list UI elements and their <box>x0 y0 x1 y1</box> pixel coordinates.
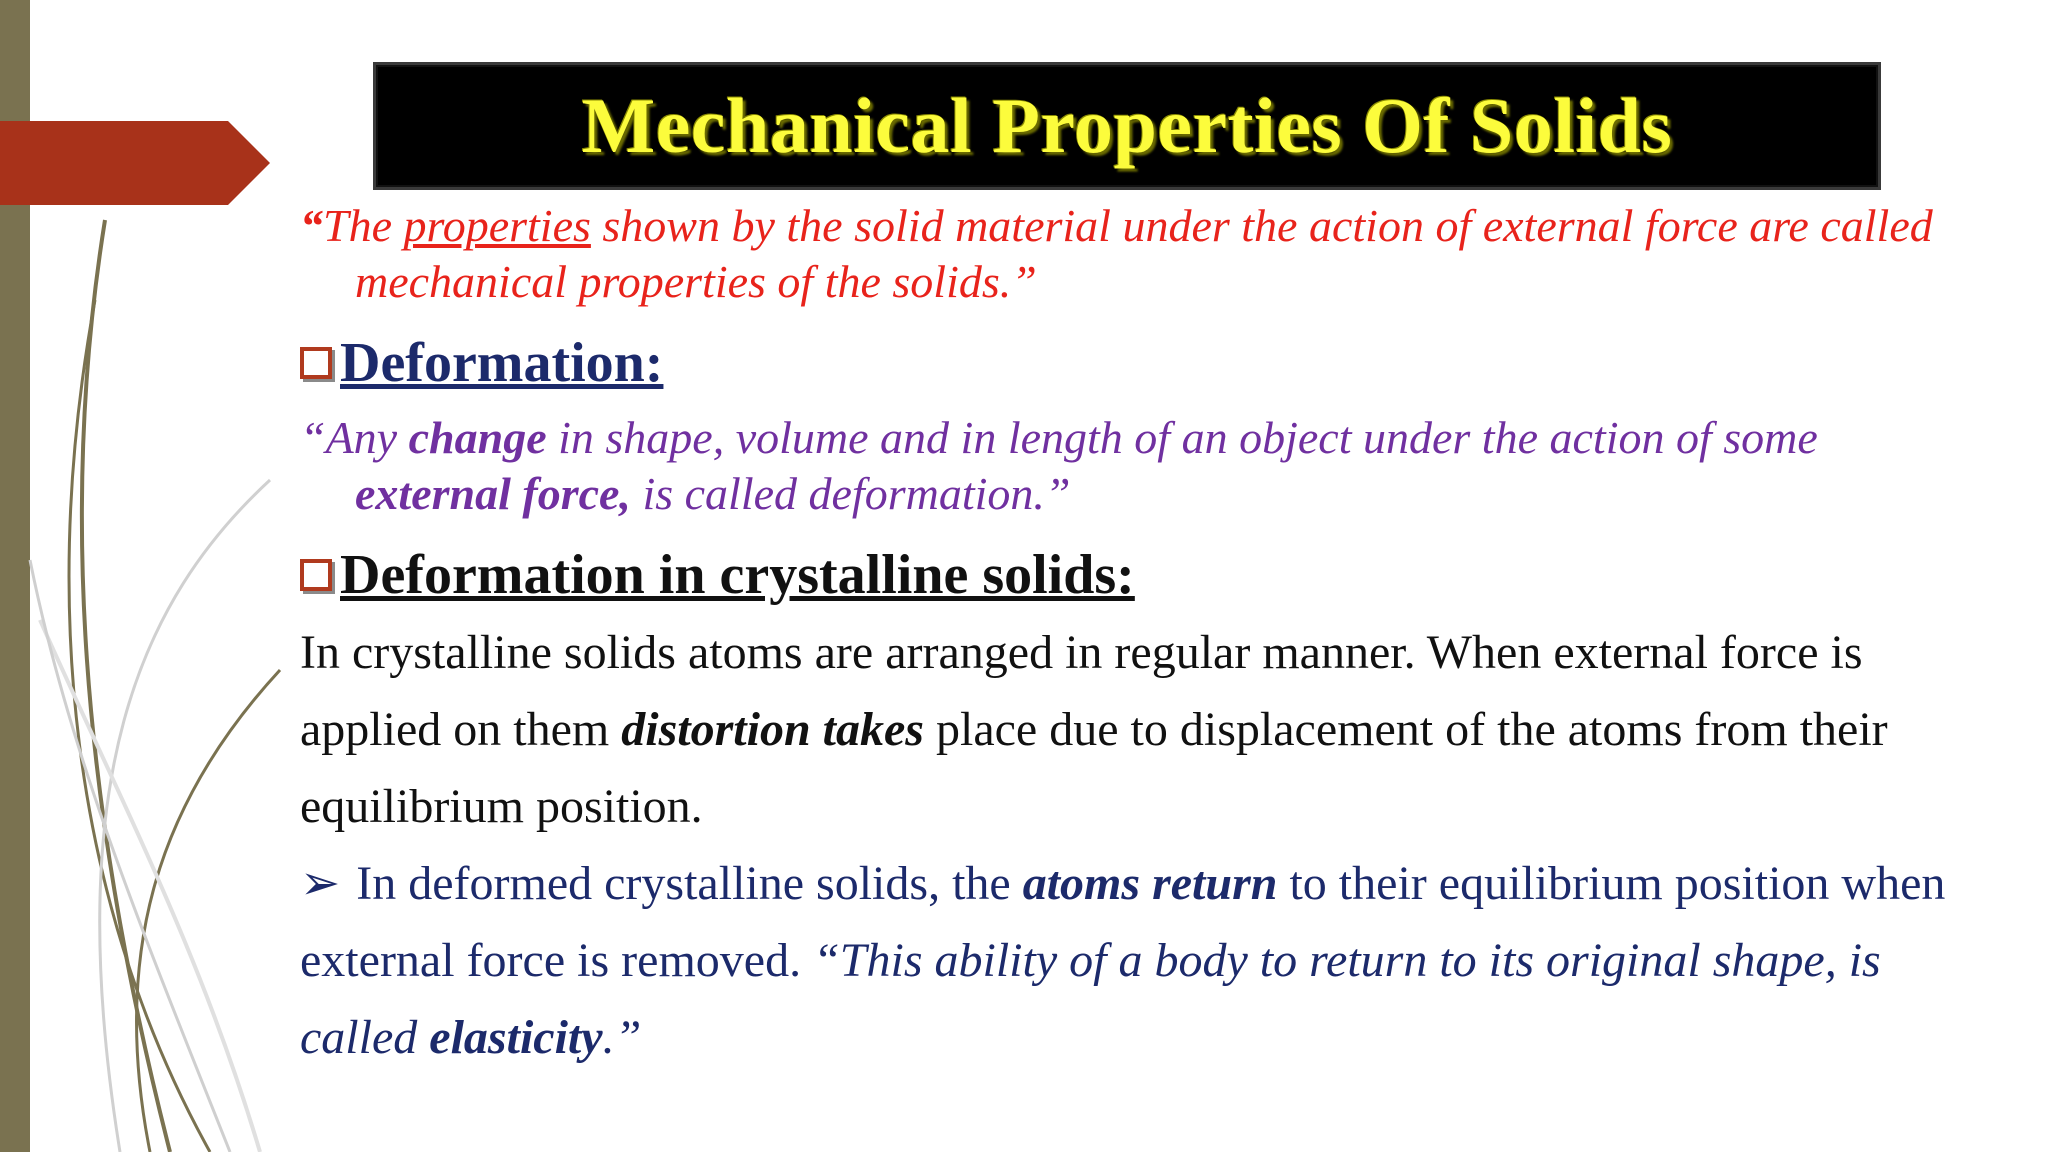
open-quote: “ <box>300 200 323 251</box>
definition-text-2: shown by the solid material under the action of external force are called mechanical properties of the solids.” <box>355 200 1933 307</box>
arrow-bullet-icon: ➢ <box>300 857 341 910</box>
slide-content <box>300 198 1950 1076</box>
bullet-bold-1: atoms return <box>1022 857 1278 910</box>
definition-text-1: The <box>323 200 404 251</box>
red-arrow-tab <box>0 121 270 205</box>
bullet-text-2: to their equilibrium position when external force is removed. <box>300 857 1946 987</box>
heading-crystalline <box>300 540 1950 610</box>
definition-underlined: properties <box>403 200 591 251</box>
heading-crystalline-text: Deformation in crystalline solids: <box>340 544 1135 606</box>
deformation-bold-1: change <box>408 412 547 463</box>
bullet-italic-2: .” <box>602 1011 642 1064</box>
crystalline-paragraph <box>300 614 1950 845</box>
bullet-bold-2: elasticity <box>429 1011 603 1064</box>
bullet-text-1: In deformed crystalline solids, the <box>356 857 1023 910</box>
deformation-definition <box>300 410 1950 522</box>
square-bullet-icon <box>300 347 332 379</box>
deformation-bold-2: external force, <box>355 468 631 519</box>
deformation-text-1: “Any <box>300 412 409 463</box>
deformation-text-2: in shape, volume and in length of an object under the action of some <box>546 412 1818 463</box>
title-banner <box>373 62 1881 190</box>
crystalline-text-2: place due to displacement of the atoms from their equilibrium position. <box>300 703 1888 833</box>
deformation-text-3: is called deformation.” <box>630 468 1071 519</box>
crystalline-text-1: In crystalline solids atoms are arranged in regular manner. When external force is applied on them <box>300 626 1863 756</box>
crystalline-bold: distortion takes <box>621 703 924 756</box>
bullet-italic-1: “This ability of a body to return to its original shape, is called <box>300 934 1881 1064</box>
square-bullet-icon <box>300 559 332 591</box>
slide-title: Mechanical Properties Of Solids <box>581 82 1673 169</box>
heading-deformation-text: Deformation: <box>340 332 664 394</box>
mechanical-properties-definition <box>300 198 1950 310</box>
heading-deformation <box>300 328 1950 398</box>
elasticity-bullet <box>300 845 1950 1076</box>
